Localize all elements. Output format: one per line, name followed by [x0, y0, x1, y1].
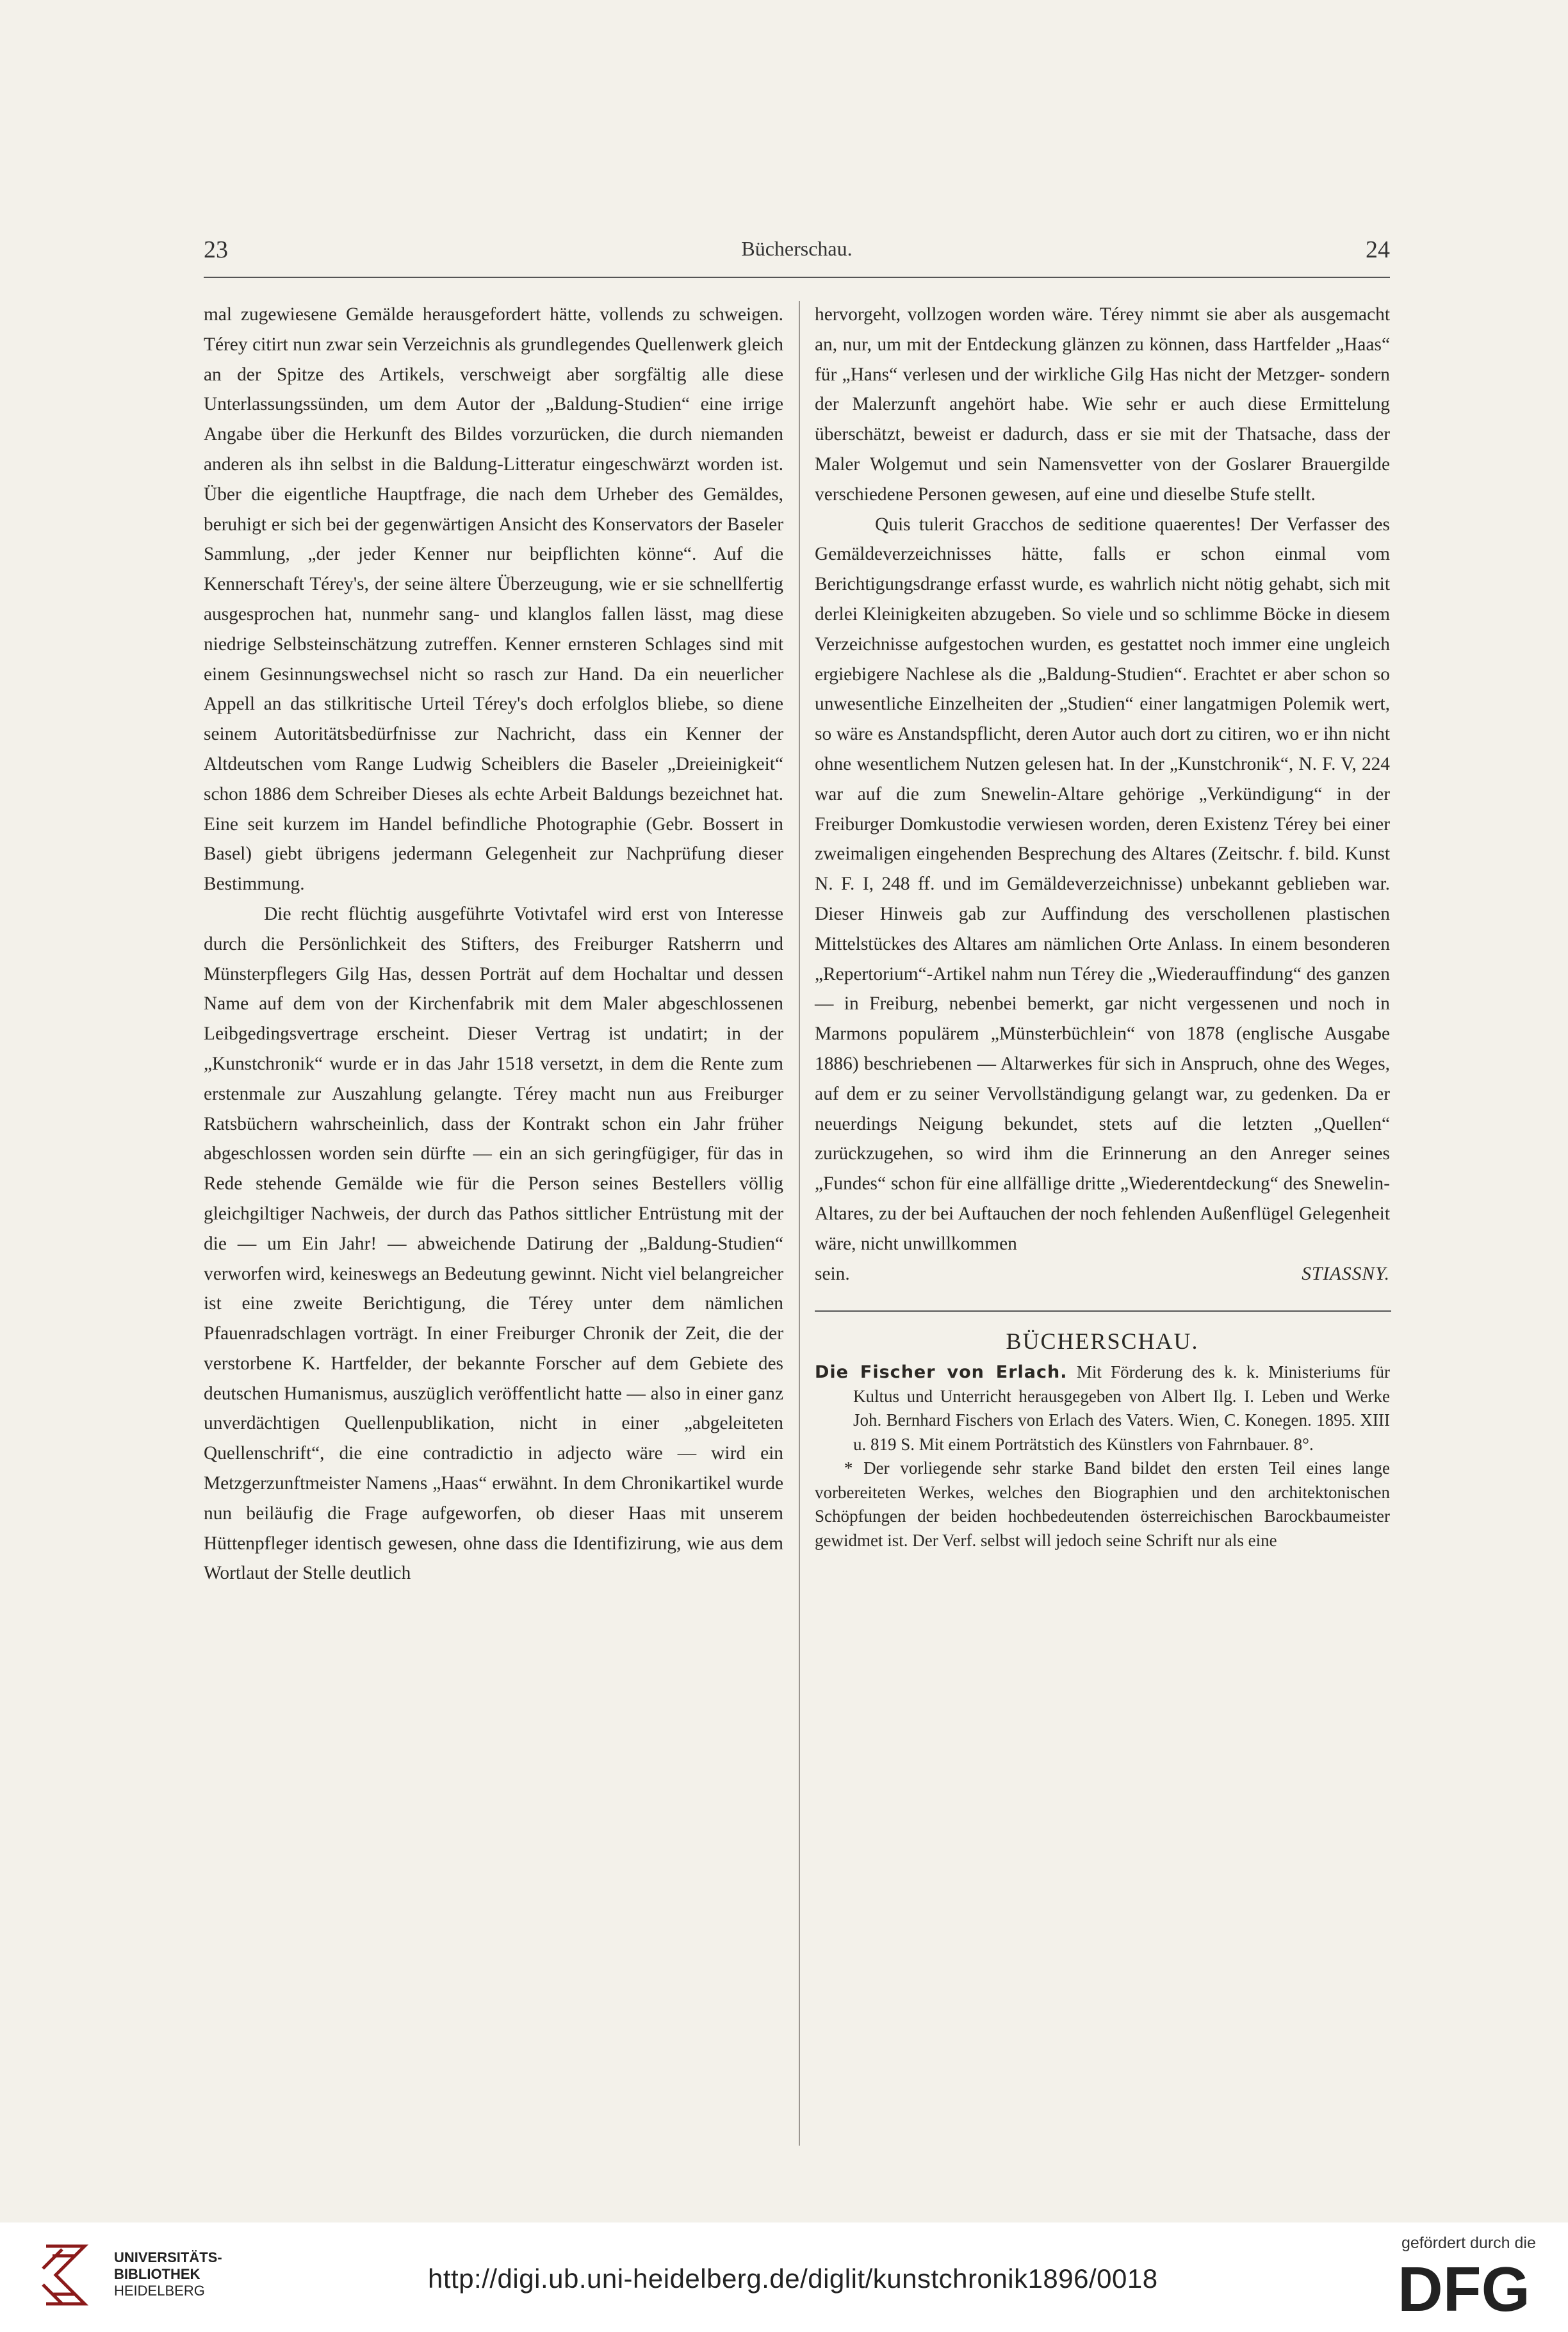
book-review-text: * Der vorliegende sehr starke Band bildet den ersten Teil eines lange vorbereiteten Werkes, welches den Biographien und den architektonischen Schöpfungen der beiden hochbedeutenden österreichischen Barockbaumeister gewidmet ist. Der Verf. selbst will jedoch seine Schrift nur als eine	[815, 1458, 1390, 1550]
library-logo-icon	[33, 2237, 97, 2313]
page-number-left: 23	[204, 236, 228, 263]
section-rule	[815, 1310, 1391, 1312]
signature-line	[815, 1259, 1390, 1289]
paragraph: Quis tulerit Gracchos de seditione quaerentes! Der Verfasser des Gemäldeverzeichnisses hätte, falls er schon einmal vom Berichtigungsdrange erfasst wurde, es wahrlich nicht nötig gehabt, sich mit derlei Kleinigkeiten abzugeben. So viele und so schlimme Böcke in diesem Verzeichnisse aufgestochen wurden, es gestattet noch immer eine ungleich ergiebigere Nachlese als die „Baldung-Studien“. Erachtet er aber schon so unwesentliche Einzelheiten der „Studien“ einer langatmigen Polemik wert, so wäre es Anstandspflicht, deren Autor auch dort zu citiren, wo er ihn nicht ohne wesentlichem Nutzen gelesen hat. In der „Kunstchronik“, N. F. V, 224 war auf die zum Snewelin-Altare gehörige „Verkündigung“ in der Freiburger Domkustodie verwiesen worden, deren Existenz Térey bei einer zweimaligen eingehenden Besprechung des Altares (Zeitschr. f. bild. Kunst N. F. I, 248 ff. und im Gemäldeverzeichnisse) unbekannt geblieben war. Dieser Hinweis gab zur Auffindung des verschollenen plastischen Mittelstückes des Altares am nämlichen Orte Anlass. In einem besonderen „Repertorium“-Artikel nahm nun Térey die „Wiederauffindung“ des ganzen — in Freiburg, nebenbei bemerkt, gar nicht vergessenen und noch in Marmons populärem „Münsterbüchlein“ von 1878 (englische Ausgabe 1886) beschriebenen — Altarwerkes für sich in Anspruch, ohne des Weges, auf dem er zu seiner Vervollständigung gelangt war, zu gedenken. Da er neuerdings Neigung bekundet, stets auf die letzten „Quellen“ zurückzugehen, so wird ihm die Erinnerung an den Anreger seines „Fundes“ schon für eine allfällige dritte „Wiederentdeckung“ des Snewelin-Altares, zu der bei Auftauchen der noch fehlenden Außenflügel Gelegenheit wäre, nicht unwillkommen	[815, 514, 1390, 1254]
column-divider	[799, 301, 800, 2146]
library-name: UNIVERSITÄTS- BIBLIOTHEK HEIDELBERG	[114, 2249, 222, 2299]
funding-caption: gefördert durch die	[1401, 2234, 1536, 2252]
book-entry	[815, 1360, 1390, 1456]
book-details: Mit Förderung des k. k. Ministeriums für Kultus und Unterricht herausgegeben von Albert Ilg. I. Leben und Werke Joh. Bernhard Fischers von Erlach des Vaters. Wien, C. Konegen. 1895. XIII u. 819 S. Mit einem Porträtstich des Künstlers von Fahrnbauer. 8°.	[853, 1362, 1391, 1454]
paragraph: Die recht flüchtig ausgeführte Votivtafel wird erst von Interesse durch die Persönlichkeit des Stifters, des Freiburger Ratsherrn und Münsterpflegers Gilg Has, dessen Porträt auf dem Hochaltar und dessen Name auf dem von der Kirchenfabrik mit dem Maler abgeschlossenen Leibgedingsvertrage erscheint. Dieser Vertrag ist undatirt; in der „Kunstchronik“ wurde er in das Jahr 1518 versetzt, in dem die Rente zum erstenmale zur Auszahlung gelangte. Térey macht nun aus Freiburger Ratsbüchern wahrscheinlich, dass der Kontrakt schon ein Jahr früher abgeschlossen worden sein dürfte — ein an sich geringfügiger, für das in Rede stehende Gemälde wie für die Person seines Bestellers völlig gleichgiltiger Nachweis, der durch das Pathos sittlicher Entrüstung mit der die — um Ein Jahr! — abweichende Datirung der „Baldung-Studien“ verworfen wird, keineswegs an Bedeutung gewinnt. Nicht viel belangreicher ist eine zweite Berichtigung, die Térey unter dem nämlichen Pfauenradschlagen vorträgt. In einer Freiburger Chronik der Zeit, die der verstorbene K. Hartfelder, der bekannte Forscher auf dem Gebiete des deutschen Humanismus, auszüglich veröffentlicht hatte — also in einer ganz unverdächtigen Quellenpublikation, nicht in einer „abgeleiteten Quellenschrift“, die eine contradictio in adjecto wäre — wird ein Metzgerzunftmeister Namens „Haas“ erwähnt. In dem Chronikartikel wurde nun beiläufig die Frage aufgeworfen, ob dieser Haas mit unserem Hüttenpfleger identisch gewesen, ohne dass die Identifizirung, wie aus dem Wortlaut der Stelle deutlich	[204, 903, 783, 1584]
dfg-logo-icon	[1396, 2257, 1550, 2316]
page-header	[204, 236, 1390, 264]
header-rule	[204, 277, 1390, 278]
paragraph: hervorgeht, vollzogen worden wäre. Térey nimmt sie aber als ausgemacht an, nur, um mit der Entdeckung glänzen zu können, dass Hartfelder „Haas“ für „Hans“ verlesen und der wirkliche Gilg Has nicht der Metzger- sondern der Malerzunft angehört habe. Wie sehr er auch diese Ermittelung überschätzt, beweist er dadurch, dass er sie mit der Thatsache, dass der Maler Wolgemut und sein Namensvetter von der Goslarer Brauergilde verschiedene Personen gewesen, auf eine und dieselbe Stufe stellt.	[815, 304, 1390, 505]
svg-text:DFG: DFG	[1398, 2257, 1530, 2316]
section-title: BÜCHERSCHAU.	[1006, 1328, 1199, 1355]
page-number-right: 24	[1366, 236, 1390, 263]
book-title: Die Fischer von Erlach.	[815, 1362, 1068, 1383]
paragraph: mal zugewiesene Gemälde herausgefordert hätte, vollends zu schweigen. Térey citirt nun zwar sein Verzeichnis als grundlegendes Quellenwerk gleich an der Spitze des Artikels, verschweigt aber sorgfältig alle diese Unterlassungssünden, um dem Autor der „Baldung-Studien“ eine irrige Angabe über die Herkunft des Bildes vorzurücken, die durch niemanden anderen als ihn selbst in die Baldung-Litteratur eingeschwärzt worden ist. Über die eigentliche Hauptfrage, die nach dem Urheber des Gemäldes, beruhigt er sich bei der gegenwärtigen Ansicht des Konservators der Baseler Sammlung, „der jeder Kenner nur beipflichten könne“. Auf die Kennerschaft Térey's, der seine ältere Überzeugung, wie er sie schnellfertig ausgesprochen hat, nunmehr sang- und klanglos fallen lässt, mag diese niedrige Selbsteinschätzung zutreffen. Kenner ernsteren Schlages sind mit einem Gesinnungswechsel nicht so rasch zur Hand. Da ein neuerlicher Appell an das stilkritische Urteil Térey's doch erfolglos bliebe, so diene seinem Autoritätsbedürfnisse zur Nachricht, dass ein Kenner der Altdeutschen vom Range Ludwig Scheiblers die Baseler „Dreieinigkeit“ schon 1886 dem Schreiber Dieses als echte Arbeit Baldungs bezeichnet hat. Eine seit kurzem im Handel befindliche Photographie (Gebr. Bossert in Basel) giebt übrigens jedermann Gelegenheit zur Nachprüfung dieser Bestimmung.	[204, 304, 783, 895]
source-url-link[interactable]: http://digi.ub.uni-heidelberg.de/diglit/kunstchronik1896/0018	[428, 2263, 1158, 2294]
left-column	[204, 300, 783, 1588]
closing-word: sein.	[815, 1263, 850, 1284]
author-signature: STIASSNY.	[1302, 1263, 1390, 1284]
running-head: Bücherschau.	[741, 237, 853, 260]
right-column	[815, 300, 1390, 1553]
